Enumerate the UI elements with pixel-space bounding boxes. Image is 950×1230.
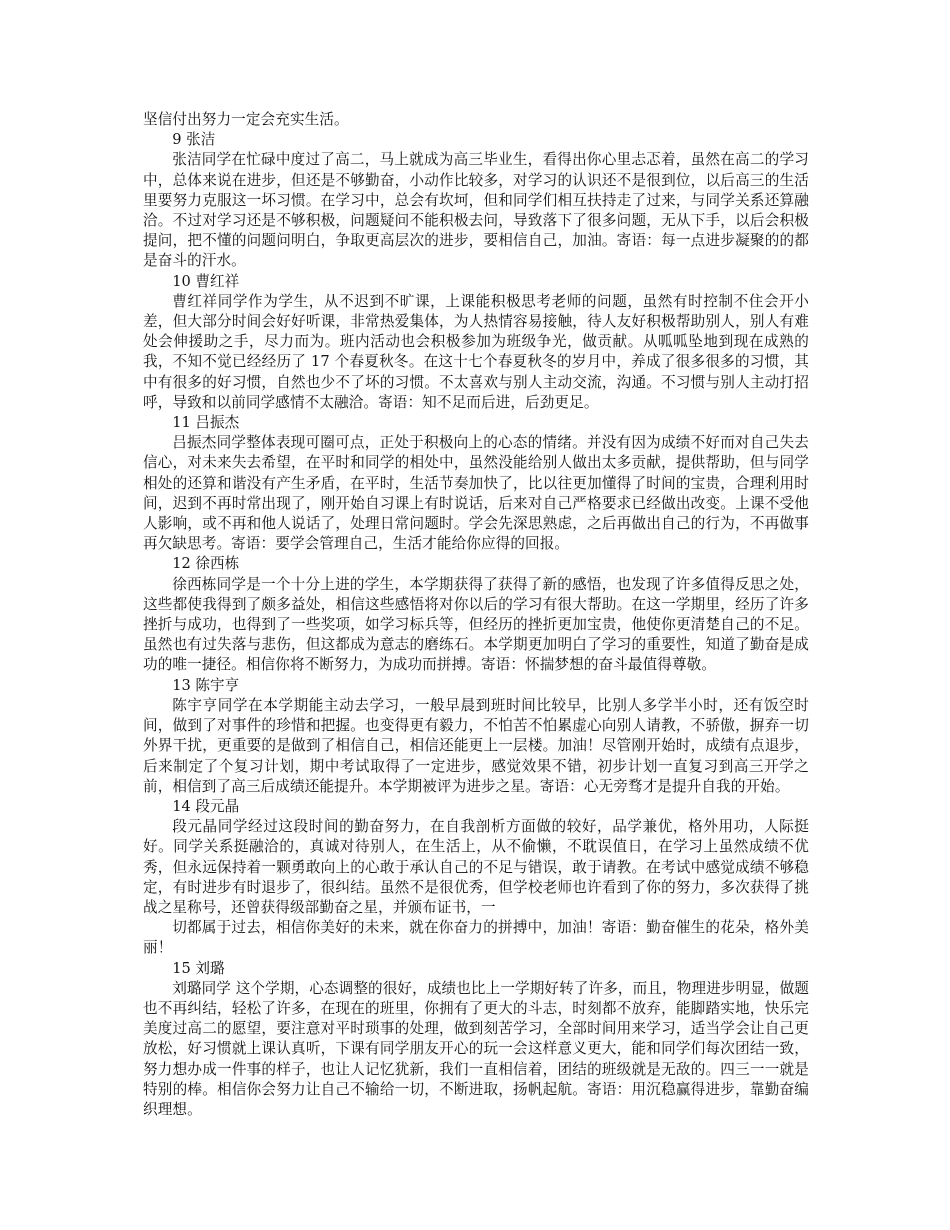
student-heading: 10 曹红祥 <box>172 272 240 290</box>
student-comment: 曹红祥同学作为学生，从不迟到不旷课，上课能积极思考老师的问题，虽然有时控制不住会开小差，但大部分时间会好好听课，非常热爱集体，为人热情容易接触，待人友好积极帮助别人，别人有难处会伸援助之手，尽力而为。班内活动也会积极参加为班级争光，做贡献。从呱呱坠地到现在成熟的我，不知不觉已经经历了 17 个春夏秋冬。在这十七个春夏秋冬的岁月中，养成了很多很多的习惯，其中有很多的好习惯，自然也少不了坏的习惯。不太喜欢与别人主动交流，沟通。不习惯与别人主动打招呼，导致和以前同学感情不太融洽。寄语：知不足而后进，后劲更足。 <box>143 292 809 411</box>
student-comment: 徐西栋同学是一个十分上进的学生，本学期获得了获得了新的感悟，也发现了许多值得反思之处，这些都使我得到了颇多益处，相信这些感悟将对你以后的学习有很大帮助。在这一学期里，经历了许多挫折与成功，也得到了一些奖项，如学习标兵等，但经历的挫折更加宝贵，他使你更清楚自己的不足。虽然也有过失落与悲伤，但这都成为意志的磨练石。本学期更加明白了学习的重要性，知道了勤奋是成功的唯一捷径。相信你将不断努力，为成功而拼搏。寄语：怀揣梦想的奋斗最值得尊敬。 <box>143 575 809 674</box>
student-heading: 14 段元晶 <box>172 797 240 815</box>
student-heading: 11 吕振杰 <box>172 414 240 432</box>
student-comment: 张洁同学在忙碌中度过了高二，马上就成为高三毕业生，看得出你心里忐忑着，虽然在高二的学习中，总体来说在进步，但还是不够勤奋，小动作比较多，对学习的认识还不是很到位，以后高三的生活里要努力克服这一坏习惯。在学习中，总会有坎坷，但和同学们相互扶持走了过来，与同学关系还算融洽。不过对学习还是不够积极，问题疑问不能积极去问，导致落下了很多问题，无从下手，以后会积极提问，把不懂的问题问明白，争取更高层次的进步，要相信自己，加油。寄语：每一点进步凝聚的的都是奋斗的汗水。 <box>143 151 809 270</box>
student-comment-continued: 切都属于过去，相信你美好的未来，就在你奋力的拼搏中，加油！寄语：勤奋催生的花朵，格外美丽！ <box>143 919 809 957</box>
student-heading: 15 刘璐 <box>172 959 225 977</box>
student-heading: 9 张洁 <box>172 131 216 149</box>
student-comment: 段元晶同学经过这段时间的勤奋努力，在自我剖析方面做的较好，品学兼优，格外用功，人际挺好。同学关系挺融洽的，真诚对待别人，在生活上，从不偷懒，不耽误值日，在学习上虽然成绩不优秀，但永远保持着一颗勇敢向上的心敢于承认自己的不足与错误，敢于请教。在考试中感觉成绩不够稳定，有时进步有时退步了，很纠结。虽然不是很优秀，但学校老师也许看到了你的努力，多次获得了挑战之星称号，还曾获得级部勤奋之星，并颁布证书，一 <box>143 818 809 916</box>
student-comment: 陈宇亨同学在本学期能主动去学习，一般早晨到班时间比较早，比别人多学半小时，还有饭空时间，做到了对事件的珍惜和把握。也变得更有毅力，不怕苦不怕累虚心向别人请教，不骄傲，摒弃一切外界干扰，更重要的是做到了相信自己，相信还能更上一层楼。加油！尽管刚开始时，成绩有点退步，后来制定了个复习计划，期中考试取得了一定进步，感觉效果不错，初步计划一直复习到高三开学之前，相信到了高三后成绩还能提升。本学期被评为进步之星。寄语：心无旁骛才是提升自我的开始。 <box>143 696 809 795</box>
student-heading: 13 陈宇亨 <box>172 676 240 694</box>
student-comment: 吕振杰同学整体表现可圈可点，正处于积极向上的心态的情绪。并没有因为成绩不好而对自己失去信心，对未来失去希望，在平时和同学的相处中，虽然没能给别人做出太多贡献，提供帮助，但与同学相处的还算和谐没有产生矛盾，在平时，生活节奏加快了，比以往更加懂得了时间的宝贵，合理利用时间，迟到不再时常出现了，刚开始自习课上有时说话，后来对自己严格要求已经做出改变。上课不受他人影响，或不再和他人说话了，处理日常问题时。学会先深思熟虑，之后再做出自己的行为，不再做事再欠缺思考。寄语：要学会管理自己，生活才能给你应得的回报。 <box>143 434 809 553</box>
student-heading: 12 徐西栋 <box>172 555 240 573</box>
student-comment: 刘璐同学 这个学期，心态调整的很好，成绩也比上一学期好转了许多，而且，物理进步明显，做题也不再纠结，轻松了许多，在现在的班里，你拥有了更大的斗志，时刻都不放弃，能脚踏实地，快乐完美度过高二的愿望，要注意对平时琐事的处理，做到刻苦学习，全部时间用来学习，适当学会让自己更放松，好习惯就上课认真听，下课有同学朋友开心的玩一会这样意义更大，能和同学们每次团结一致，努力想办成一件事的样子，也让人记忆犹新，我们一直相信着，团结的班级就是无敌的。四三一一就是特别的棒。相信你会努力让自己不输给一切，不断进取，扬帆起航。寄语：用沉稳赢得进步，靠勤奋编织理想。 <box>143 979 809 1118</box>
document-page <box>143 110 809 1120</box>
lead-paragraph: 坚信付出努力一定会充实生活。 <box>143 111 349 128</box>
